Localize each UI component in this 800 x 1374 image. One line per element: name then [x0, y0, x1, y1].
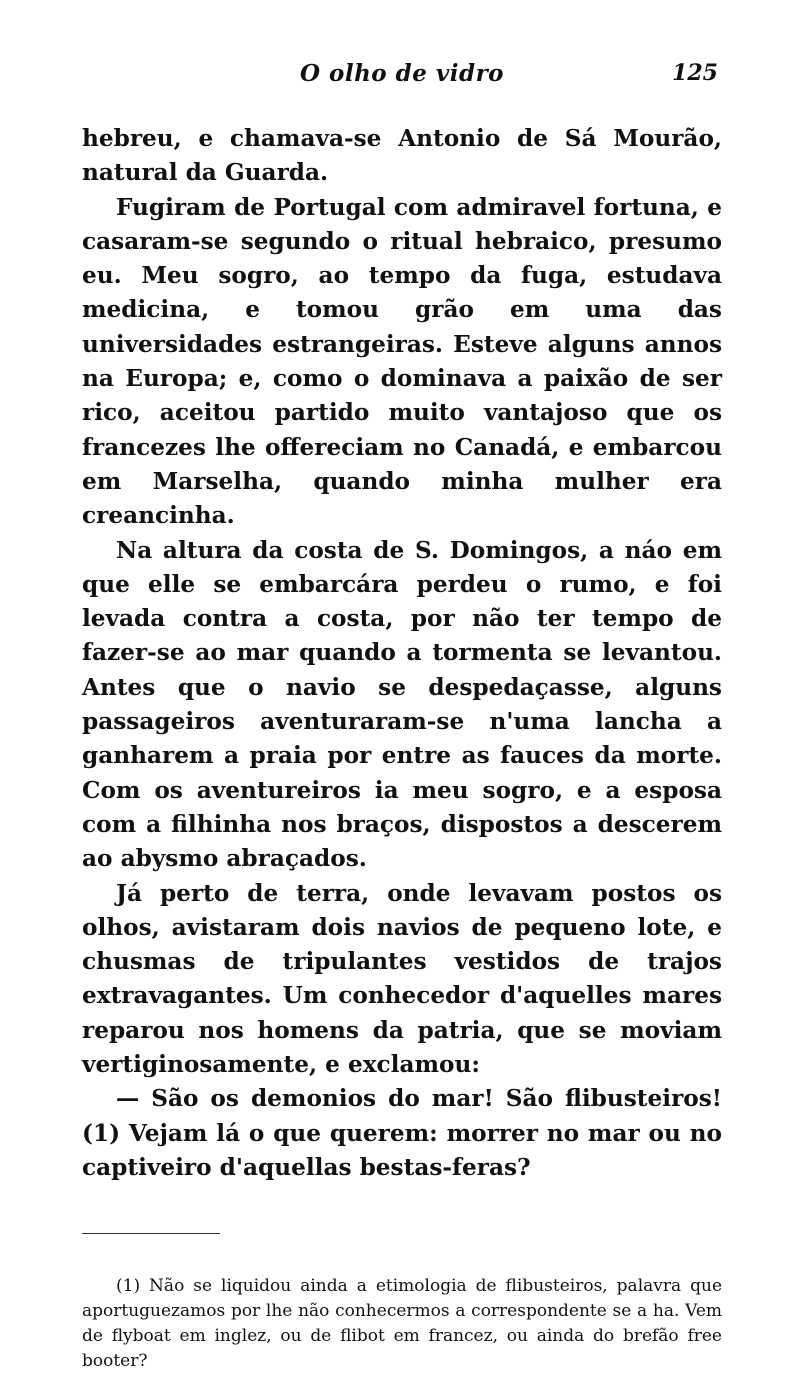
paragraph-3: Na altura da costa de S. Domingos, a náo em que elle se embarcára perdeu o rumo, e foi levada contra a costa, por não ter tempo de fazer-se ao mar quando a tormenta se levantou. Antes que o navio se despedaçasse, alguns passageiros aventuraram-se n'uma lancha a ganharem a praia por entre as fauces da morte. Com os aventureiros ia meu sogro, e a esposa com a filhinha nos braços, dispostos a descerem ao abysmo abraçados. — [82, 536, 722, 873]
page-header — [82, 52, 722, 92]
running-title: O olho de vidro — [299, 60, 505, 87]
body-text — [82, 122, 722, 1185]
page-number: 125 — [672, 60, 718, 86]
paragraph-1: hebreu, e chamava-se Antonio de Sá Mourão, natural da Guarda. — [82, 125, 722, 187]
paragraph-2: Fugiram de Portugal com admiravel fortuna, e casaram-se segundo o ritual hebraico, presumo eu. Meu sogro, ao tempo da fuga, estudava medicina, e tomou grão em uma das universidades estrangeiras. Esteve alguns annos na Europa; e, como o dominava a paixão de ser rico, aceitou partido muito vantajoso que os francezes lhe offereciam no Canadá, e embarcou em Marselha, quando minha mulher era creancinha. — [82, 193, 722, 530]
footnotes — [82, 1274, 722, 1374]
book-page — [82, 52, 722, 1374]
paragraph-5: — São os demonios do mar! São flibusteiros! (1) Vejam lá o que querem: morrer no mar ou no captiveiro d'aquellas bestas-feras? — [82, 1085, 722, 1181]
footnote-1: (1) Não se liquidou ainda a etimologia de flibusteiros, palavra que aportuguezamos por lhe não conhecermos a correspondente se a ha. Vem de flyboat em inglez, ou de flibot em francez, ou ainda do brefão free booter? — [82, 1276, 722, 1372]
footnote-divider — [82, 1233, 220, 1234]
paragraph-4: Já perto de terra, onde levavam postos os olhos, avistaram dois navios de pequeno lote, e chusmas de tripulantes vestidos de trajos extravagantes. Um conhecedor d'aquelles mares reparou nos homens da patria, que se moviam vertiginosamente, e exclamou: — [82, 879, 722, 1079]
